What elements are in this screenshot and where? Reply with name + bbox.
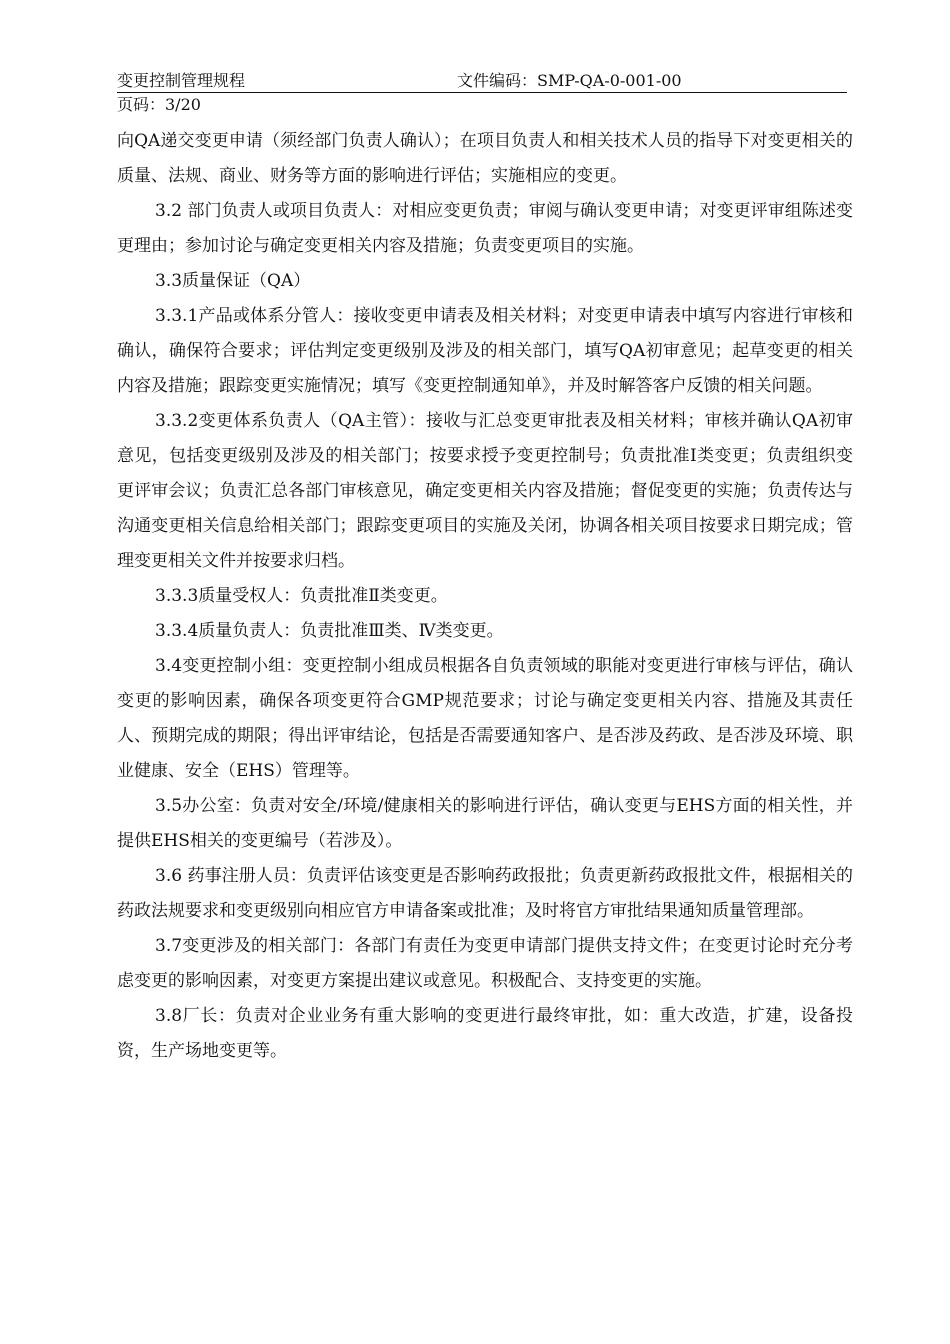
document-body [117, 124, 853, 1069]
page-number: 页码：3/20 [117, 95, 201, 114]
paragraph-3-3-3: 3.3.3质量受权人：负责批准Ⅱ类变更。 [155, 586, 448, 606]
paragraph-3-3: 3.3质量保证（QA） [155, 271, 311, 291]
paragraph-3-3-2: 3.3.2变更体系负责人（QA主管）：接收与汇总变更审批表及相关材料；审核并确认QA初审意见，包括变更级别及涉及的相关部门；按要求授予变更控制号；负责批准Ⅰ类变更；负责组织变更评审会议；负责汇总各部门审核意见，确定变更相关内容及措施；督促变更的实施；负责传达与沟通变更相关信息给相关部门；跟踪变更项目的实施及关闭，协调各相关项目按要求日期完成；管理变更相关文件并按要求归档。 [117, 411, 853, 571]
paragraph-continuation: 向QA递交变更申请（须经部门负责人确认）；在项目负责人和相关技术人员的指导下对变更相关的质量、法规、商业、财务等方面的影响进行评估；实施相应的变更。 [117, 131, 853, 186]
paragraph-3-3-4: 3.3.4质量负责人：负责批准Ⅲ类、Ⅳ类变更。 [155, 621, 504, 641]
paragraph-3-6: 3.6 药事注册人员：负责评估该变更是否影响药政报批；负责更新药政报批文件，根据相关的药政法规要求和变更级别向相应官方申请备案或批准；及时将官方审批结果通知质量管理部。 [117, 866, 853, 921]
document-title: 变更控制管理规程 [117, 71, 246, 90]
paragraph-3-8: 3.8厂长：负责对企业业务有重大影响的变更进行最终审批，如：重大改造，扩建，设备投资，生产场地变更等。 [117, 1006, 853, 1061]
paragraph-3-2: 3.2 部门负责人或项目负责人：对相应变更负责；审阅与确认变更申请；对变更评审组陈述变更理由；参加讨论与确定变更相关内容及措施；负责变更项目的实施。 [117, 201, 853, 256]
paragraph-3-4: 3.4变更控制小组：变更控制小组成员根据各自负责领域的职能对变更进行审核与评估，确认变更的影响因素，确保各项变更符合GMP规范要求；讨论与确定变更相关内容、措施及其责任人、预期完成的期限；得出评审结论，包括是否需要通知客户、是否涉及药政、是否涉及环境、职业健康、安全（EHS）管理等。 [117, 656, 853, 781]
paragraph-3-5: 3.5办公室：负责对安全/环境/健康相关的影响进行评估，确认变更与EHS方面的相关性，并提供EHS相关的变更编号（若涉及）。 [117, 796, 853, 851]
paragraph-3-3-1: 3.3.1产品或体系分管人：接收变更申请表及相关材料；对变更申请表中填写内容进行审核和确认，确保符合要求；评估判定变更级别及涉及的相关部门，填写QA初审意见；起草变更的相关内容及措施；跟踪变更实施情况；填写《变更控制通知单》，并及时解答客户反馈的相关问题。 [117, 306, 853, 396]
page-header [117, 70, 847, 93]
paragraph-3-7: 3.7变更涉及的相关部门：各部门有责任为变更申请部门提供支持文件；在变更讨论时充分考虑变更的影响因素，对变更方案提出建议或意见。积极配合、支持变更的实施。 [117, 936, 853, 991]
document-code: 文件编码：SMP-QA-0-001-00 [457, 71, 682, 90]
